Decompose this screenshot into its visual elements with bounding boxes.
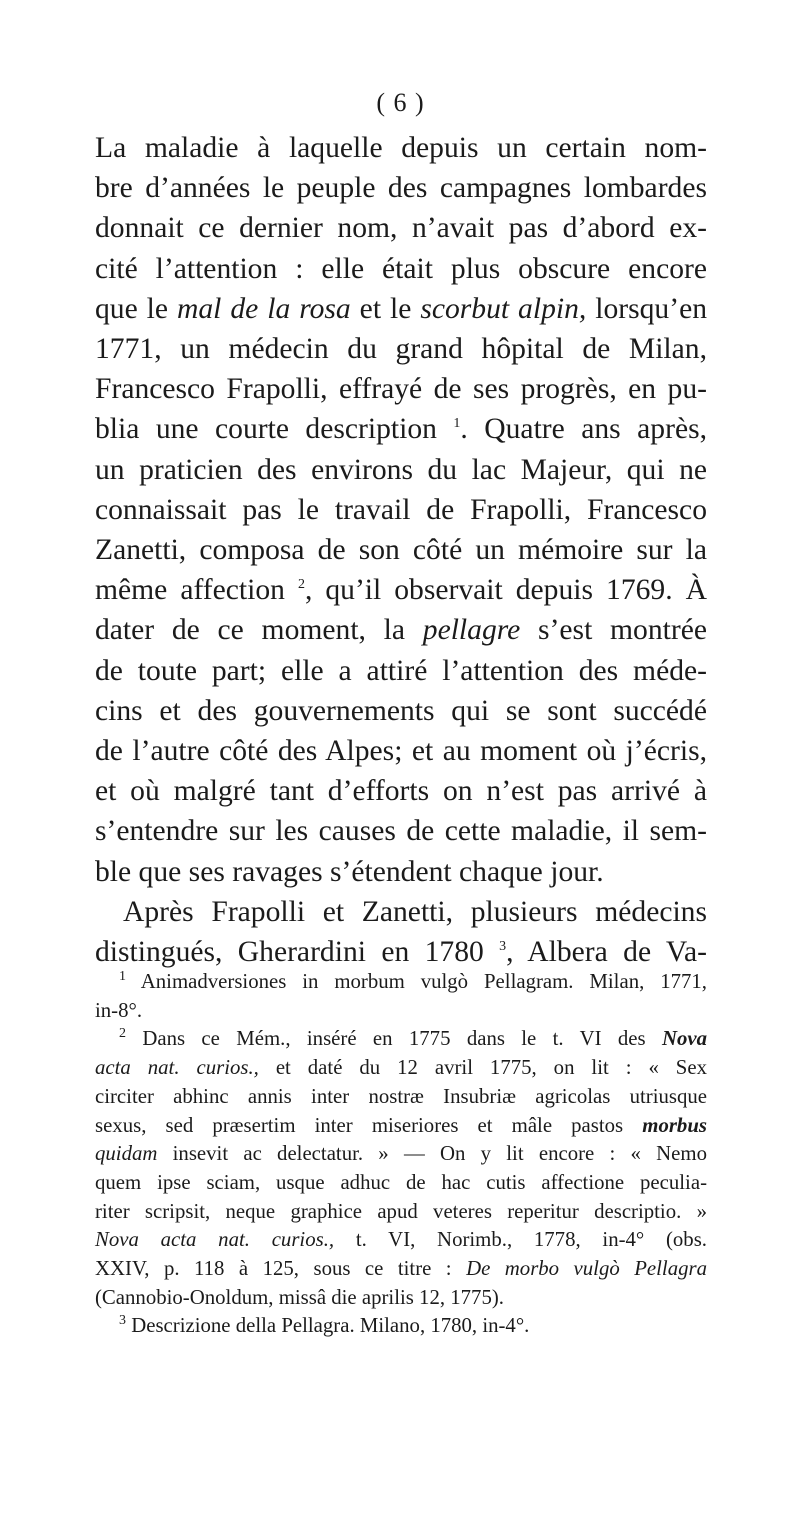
text-run: Descrizione della Pellagra. Milano, 1780, in-4°. <box>126 1314 530 1338</box>
main-line <box>95 691 707 731</box>
footnote-line <box>95 1140 707 1169</box>
main-line <box>95 811 707 851</box>
main-line <box>95 852 707 892</box>
text-run: que le <box>95 292 177 325</box>
footnote-line <box>95 1169 707 1198</box>
text-run: bre d’années le peuple des campagnes lombardes <box>95 172 707 205</box>
footnote-marker: 1 <box>453 416 461 432</box>
text-run: dater de ce moment, la <box>95 614 423 647</box>
page-number: ( 6 ) <box>376 88 425 117</box>
text-run: t. VI, Norimb., 1778, in-4° (obs. <box>334 1228 707 1252</box>
footnote-line <box>95 1226 707 1255</box>
text-run: (Cannobio-Onoldum, missâ die aprilis 12, 1775). <box>95 1285 504 1309</box>
text-run: Zanetti, composa de son côté un mémoire sur la <box>95 534 707 567</box>
main-text-block <box>95 128 707 972</box>
text-run: distingués, Gherardini en 1780 <box>95 936 500 969</box>
text-run: scorbut alpin, <box>420 292 587 325</box>
text-run: s’entendre sur les causes de cette maladie, il sem- <box>95 815 707 848</box>
main-line <box>95 409 707 449</box>
text-run: et daté du 12 avril 1775, on lit : « Sex <box>258 1056 707 1080</box>
footnote-marker: 3 <box>119 1313 126 1329</box>
text-run: riter scripsit, neque graphice apud veteres reperitur descriptio. » <box>95 1199 707 1223</box>
text-run: Francesco Frapolli, effrayé de ses progrès, en pu- <box>95 373 707 406</box>
footnote-line <box>95 1284 707 1313</box>
main-line <box>95 289 707 329</box>
text-run: Animadversiones in morbum vulgò Pellagram. Milan, 1771, <box>126 970 707 993</box>
footnote-marker: 2 <box>297 577 305 593</box>
text-run: Dans ce Mém., inséré en 1775 dans le t. VI des <box>126 1027 662 1051</box>
text-run: insevit ac delectatur. » — On y lit encore : « Nemo <box>157 1142 707 1166</box>
main-line <box>95 490 707 530</box>
text-run: quidam <box>95 1142 158 1166</box>
text-run: mal de la rosa <box>177 292 351 325</box>
text-run: sexus, sed præsertim inter miseriores et mâle pastos <box>95 1113 643 1137</box>
main-line <box>95 610 707 650</box>
text-run: cins et des gouvernements qui se sont succédé <box>95 694 707 727</box>
text-run: circiter abhinc annis inter nostræ Insubriæ agricolas utriusque <box>95 1084 707 1108</box>
footnote-line <box>95 1312 707 1341</box>
main-line <box>95 731 707 771</box>
text-run: cité l’attention : elle était plus obscure encore <box>95 252 707 285</box>
footnote-line <box>95 1112 707 1141</box>
text-run: s’est montrée <box>520 614 707 647</box>
text-run: blia une courte description <box>95 413 454 446</box>
text-run: pellagre <box>422 614 521 647</box>
text-run: de l’autre côté des Alpes; et au moment où j’écris, <box>95 735 707 768</box>
text-run: un praticien des environs du lac Majeur, qui ne <box>95 453 707 486</box>
text-run: . Quatre ans après, <box>460 413 707 446</box>
main-line <box>95 329 707 369</box>
text-run: acta nat. curios., <box>95 1056 259 1080</box>
text-run: donnait ce dernier nom, n’avait pas d’abord ex- <box>95 212 707 245</box>
text-run: La maladie à laquelle depuis un certain nom- <box>95 132 707 164</box>
footnote-line <box>95 1255 707 1284</box>
main-line <box>95 570 707 610</box>
main-line <box>95 369 707 409</box>
main-line <box>95 530 707 570</box>
text-run: Nova <box>661 1027 707 1051</box>
main-line <box>95 128 707 168</box>
footnotes-block <box>95 968 707 1341</box>
footnote-marker: 2 <box>119 1026 126 1042</box>
footnote-line <box>95 1198 707 1227</box>
text-run: XXIV, p. 118 à 125, sous ce titre : <box>95 1257 467 1281</box>
footnote-line <box>95 1054 707 1083</box>
text-run: lorsqu’en <box>586 292 708 325</box>
text-run: Après Frapolli et Zanetti, plusieurs médecins <box>123 895 707 928</box>
text-run: De morbo vulgò Pellagra <box>466 1257 708 1281</box>
text-run: , qu’il observait depuis 1769. À <box>304 574 707 607</box>
main-line <box>95 450 707 490</box>
main-line <box>95 651 707 691</box>
footnote-marker: 3 <box>499 939 507 955</box>
main-line <box>95 208 707 248</box>
text-run: morbus <box>642 1113 707 1137</box>
main-line <box>95 249 707 289</box>
text-run: ble que ses ravages s’étendent chaque jour. <box>95 855 604 888</box>
text-run: de toute part; elle a attiré l’attention des méde- <box>95 654 707 687</box>
text-run: 1771, un médecin du grand hôpital de Milan, <box>95 333 707 366</box>
text-run: et le <box>350 292 421 325</box>
text-run: Nova acta nat. curios., <box>95 1228 335 1252</box>
text-run: in-8°. <box>95 998 143 1022</box>
main-line <box>95 932 707 972</box>
main-line <box>95 168 707 208</box>
text-run: connaissait pas le travail de Frapolli, Francesco <box>95 493 707 526</box>
footnote-line <box>95 1025 707 1054</box>
main-line <box>95 892 707 932</box>
text-run: quem ipse sciam, usque adhuc de hac cutis affectione peculia- <box>95 1170 707 1194</box>
text-run: même affection <box>95 574 298 607</box>
footnote-line <box>95 968 707 997</box>
text-run: , Albera de Va- <box>506 936 707 969</box>
footnote-marker: 1 <box>119 969 126 985</box>
footnote-line <box>95 1083 707 1112</box>
main-line <box>95 771 707 811</box>
footnote-line <box>95 997 707 1026</box>
text-run: et où malgré tant d’efforts on n’est pas arrivé à <box>95 775 707 808</box>
